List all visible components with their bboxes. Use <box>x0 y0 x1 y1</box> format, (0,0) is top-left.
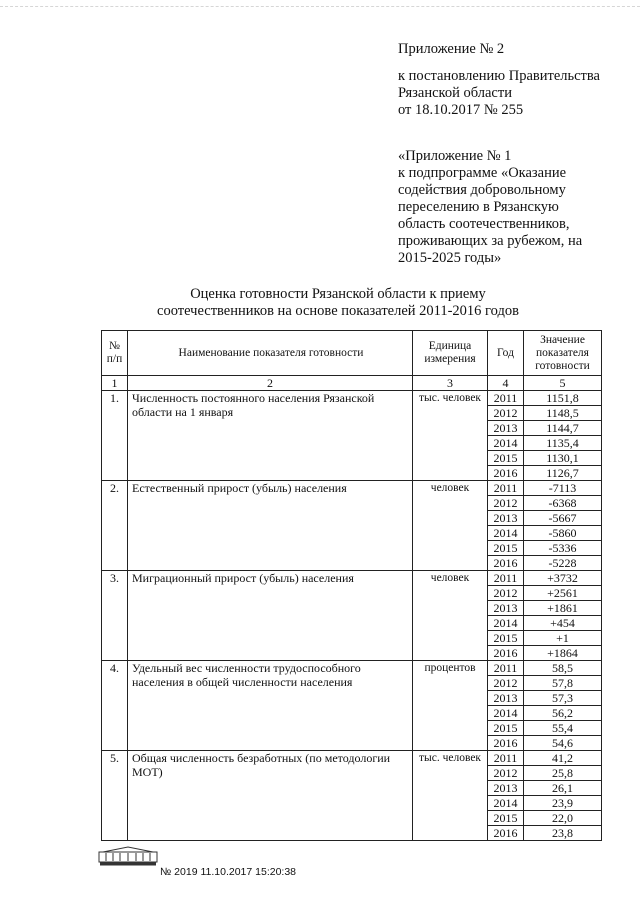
value-cell: 1130,1 <box>524 451 602 466</box>
colnum-1: 1 <box>102 376 128 391</box>
unit-cell: человек <box>413 481 488 571</box>
value-cell: -5667 <box>524 511 602 526</box>
year-cell: 2016 <box>488 466 524 481</box>
government-seal-logo <box>98 846 158 866</box>
value-cell: 56,2 <box>524 706 602 721</box>
appendix-line: от 18.10.2017 № 255 <box>398 102 524 118</box>
colnum-4: 4 <box>488 376 524 391</box>
header-name: Наименование показателя готовности <box>128 331 413 376</box>
indicator-name: Общая численность безработных (по методологии МОТ) <box>128 751 413 841</box>
header-no: № п/п <box>102 331 128 376</box>
year-cell: 2016 <box>488 646 524 661</box>
year-cell: 2016 <box>488 826 524 841</box>
row-number: 5. <box>102 751 128 841</box>
value-cell: 26,1 <box>524 781 602 796</box>
appendix-line: Рязанской области <box>398 85 512 101</box>
colnum-3: 3 <box>413 376 488 391</box>
table-row <box>102 751 602 766</box>
value-cell: +2561 <box>524 586 602 601</box>
value-cell: 57,8 <box>524 676 602 691</box>
value-cell: 1135,4 <box>524 436 602 451</box>
unit-cell: человек <box>413 571 488 661</box>
unit-cell: тыс. человек <box>413 751 488 841</box>
year-cell: 2013 <box>488 601 524 616</box>
appendix-line: Приложение № 2 <box>398 41 505 57</box>
colnum-5: 5 <box>524 376 602 391</box>
value-cell: 1126,7 <box>524 466 602 481</box>
value-cell: +454 <box>524 616 602 631</box>
table-row <box>102 571 602 586</box>
value-cell: -6368 <box>524 496 602 511</box>
value-cell: 55,4 <box>524 721 602 736</box>
year-cell: 2012 <box>488 676 524 691</box>
table-row <box>102 481 602 496</box>
year-cell: 2011 <box>488 751 524 766</box>
year-cell: 2015 <box>488 631 524 646</box>
year-cell: 2013 <box>488 691 524 706</box>
title-line-2: соотечественников на основе показателей 2011-2016 годов <box>157 303 519 319</box>
header-value: Значение показателя готовности <box>524 331 602 376</box>
year-cell: 2013 <box>488 421 524 436</box>
header-year: Год <box>488 331 524 376</box>
appendix-quote-line: 2015-2025 годы» <box>398 250 502 266</box>
appendix-quote-line: область соотечественников, <box>398 216 570 232</box>
value-cell: 1144,7 <box>524 421 602 436</box>
value-cell: 22,0 <box>524 811 602 826</box>
row-number: 2. <box>102 481 128 571</box>
year-cell: 2011 <box>488 391 524 406</box>
indicator-name: Естественный прирост (убыль) населения <box>128 481 413 571</box>
year-cell: 2012 <box>488 406 524 421</box>
value-cell: 25,8 <box>524 766 602 781</box>
year-cell: 2012 <box>488 496 524 511</box>
unit-cell: тыс. человек <box>413 391 488 481</box>
year-cell: 2012 <box>488 766 524 781</box>
scan-edge-line <box>0 0 640 7</box>
year-cell: 2011 <box>488 661 524 676</box>
value-cell: 57,3 <box>524 691 602 706</box>
row-number: 1. <box>102 391 128 481</box>
year-cell: 2011 <box>488 481 524 496</box>
indicator-name: Удельный вес численности трудоспособного населения в общей численности населения <box>128 661 413 751</box>
table-row <box>102 391 602 406</box>
value-cell: +1864 <box>524 646 602 661</box>
year-cell: 2016 <box>488 556 524 571</box>
value-cell: 41,2 <box>524 751 602 766</box>
value-cell: +1861 <box>524 601 602 616</box>
indicator-name: Численность постоянного населения Рязанской области на 1 января <box>128 391 413 481</box>
colnum-2: 2 <box>128 376 413 391</box>
value-cell: 54,6 <box>524 736 602 751</box>
document-title <box>108 286 568 320</box>
appendix-line: к постановлению Правительства <box>398 68 600 84</box>
title-line-1: Оценка готовности Рязанской области к приему <box>190 286 486 302</box>
year-cell: 2014 <box>488 706 524 721</box>
value-cell: +3732 <box>524 571 602 586</box>
value-cell: 23,8 <box>524 826 602 841</box>
registration-stamp: № 2019 11.10.2017 15:20:38 <box>160 866 297 878</box>
appendix-quote-line: переселению в Рязанскую <box>398 199 559 215</box>
value-cell: 23,9 <box>524 796 602 811</box>
value-cell: -5228 <box>524 556 602 571</box>
year-cell: 2015 <box>488 541 524 556</box>
indicators-table <box>101 330 602 841</box>
table-row <box>102 661 602 676</box>
row-number: 3. <box>102 571 128 661</box>
year-cell: 2015 <box>488 811 524 826</box>
year-cell: 2014 <box>488 616 524 631</box>
indicator-name: Миграционный прирост (убыль) населения <box>128 571 413 661</box>
appendix-quote-line: проживающих за рубежом, на <box>398 233 583 249</box>
year-cell: 2013 <box>488 781 524 796</box>
appendix-quote-line: к подпрограмме «Оказание <box>398 165 567 181</box>
header-unit: Единица измерения <box>413 331 488 376</box>
value-cell: -5860 <box>524 526 602 541</box>
year-cell: 2014 <box>488 436 524 451</box>
appendix-quote-line: содействия добровольному <box>398 182 566 198</box>
value-cell: -7113 <box>524 481 602 496</box>
appendix-quote-line: «Приложение № 1 <box>398 148 512 164</box>
year-cell: 2016 <box>488 736 524 751</box>
row-number: 4. <box>102 661 128 751</box>
value-cell: 1151,8 <box>524 391 602 406</box>
year-cell: 2014 <box>488 796 524 811</box>
year-cell: 2012 <box>488 586 524 601</box>
value-cell: 58,5 <box>524 661 602 676</box>
year-cell: 2015 <box>488 451 524 466</box>
year-cell: 2011 <box>488 571 524 586</box>
value-cell: 1148,5 <box>524 406 602 421</box>
year-cell: 2013 <box>488 511 524 526</box>
value-cell: +1 <box>524 631 602 646</box>
unit-cell: процентов <box>413 661 488 751</box>
value-cell: -5336 <box>524 541 602 556</box>
year-cell: 2014 <box>488 526 524 541</box>
year-cell: 2015 <box>488 721 524 736</box>
